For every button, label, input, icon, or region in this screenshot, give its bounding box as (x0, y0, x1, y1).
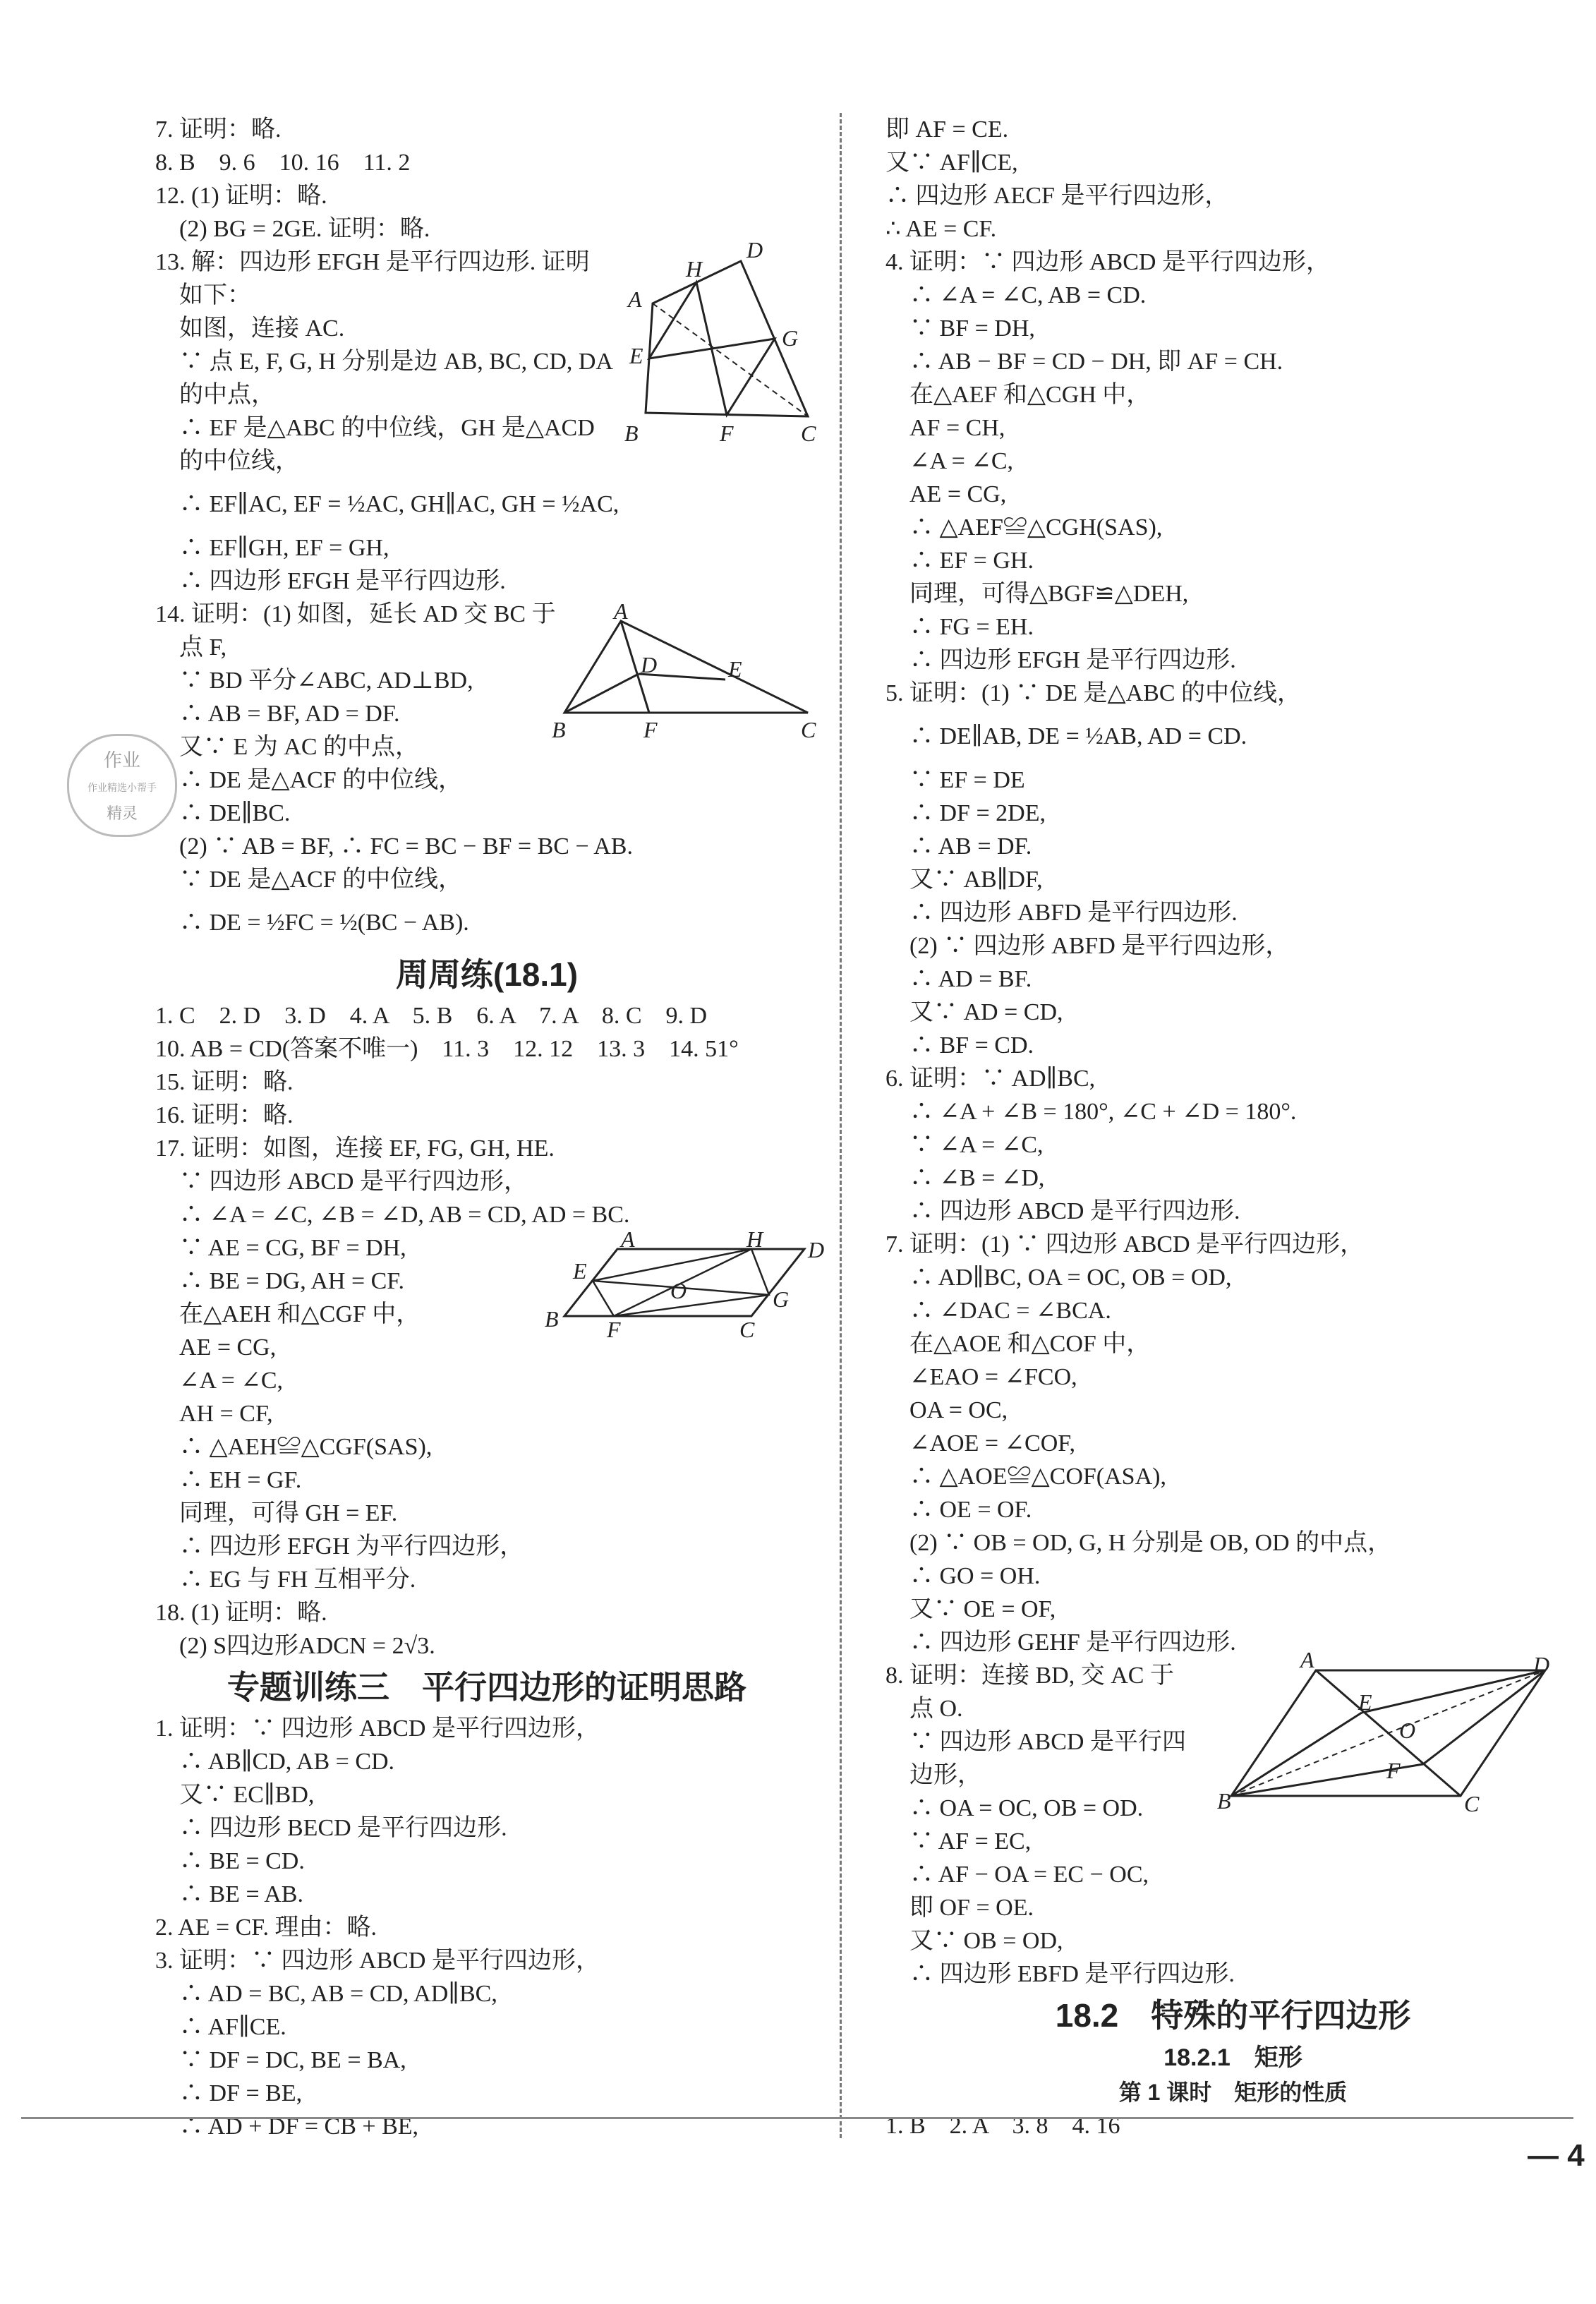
text-line: ∵ 四边形 ABCD 是平行四 (885, 1729, 1186, 1755)
text-line: 如图，连接 AC. (155, 315, 345, 342)
lesson-answers: 1. B 2. A 3. 8 4. 16 (885, 2113, 1120, 2139)
text-line: ∴ AB∥CD, AB = CD. (155, 1749, 395, 1775)
text-line: 7. 证明：(1) ∵ 四边形 ABCD 是平行四边形， (885, 1231, 1365, 1257)
text-line: ∵ EF = DE (885, 767, 1025, 793)
text-line: 又∵ EC∥BD, (155, 1782, 315, 1808)
text-line: 同理，可得△BGF≌△DEH, (885, 581, 1189, 607)
text-line: 7. 证明：略. (155, 116, 282, 143)
label-G: G (773, 1286, 790, 1312)
text-line: ∴ 四边形 GEHF 是平行四边形. (885, 1629, 1236, 1655)
text-line: ∴ ∠A = ∠C, AB = CD. (885, 282, 1147, 308)
label-F: F (1386, 1758, 1401, 1783)
text-line: 1. C 2. D 3. D 4. A 5. B 6. A 7. A 8. C 9. D (155, 1003, 708, 1029)
text-line: 在△AEH 和△CGF 中， (155, 1301, 421, 1327)
text-line: ∴ AD = BF. (885, 966, 1032, 992)
label-D: D (641, 652, 658, 677)
text-line: ∴ OE = OF. (885, 1497, 1032, 1523)
text-line: (2) BG = 2GE. 证明：略. (155, 216, 430, 242)
text-line: ∴ AB = DF. (885, 833, 1032, 860)
text-line: ∴ ∠B = ∠D, (885, 1165, 1045, 1191)
text-line: ∴ FG = EH. (885, 614, 1034, 640)
topic-training-title: 专题训练三 平行四边形的证明思路 (227, 1669, 746, 1706)
label-A: A (621, 1228, 635, 1252)
text-line: ∴ BE = CD. (155, 1848, 305, 1874)
label-D: D (1533, 1652, 1550, 1677)
weekly-practice-title: 周周练(18.1) (395, 956, 579, 993)
text-line: ∵ AE = CG, BF = DH, (155, 1235, 406, 1261)
text-line: ∠A = ∠C, (155, 1368, 284, 1394)
text-line: ∵ DF = DC, BE = BA, (155, 2047, 406, 2073)
text-line: ∴ DE 是△ACF 的中位线， (155, 767, 463, 793)
label-O: O (1399, 1718, 1416, 1743)
text-line: ∴ 四边形 ABFD 是平行四边形. (885, 900, 1238, 926)
text-line: 1. 证明：∵ 四边形 ABCD 是平行四边形， (155, 1715, 600, 1742)
text-line: 点 F, (155, 634, 227, 661)
text-line: ∴ DE = ½FC = ½(BC − AB). (155, 910, 469, 936)
label-A: A (628, 287, 642, 312)
text-line: ∴ EH = GF. (155, 1467, 302, 1493)
text-line: 又∵ AD = CD, (885, 999, 1063, 1025)
text-line: 10. AB = CD(答案不唯一) 11. 3 12. 12 13. 3 14. 51° (155, 1036, 739, 1062)
text-line: 18. (1) 证明：略. (155, 1600, 327, 1626)
label-F: F (643, 717, 658, 742)
figure-14-triangle (543, 603, 826, 744)
label-F: F (607, 1317, 621, 1341)
text-line: 又∵ AF∥CE, (885, 150, 1018, 176)
text-line: ∴ 四边形 BECD 是平行四边形. (155, 1815, 507, 1841)
text-line: 4. 证明：∵ 四边形 ABCD 是平行四边形， (885, 249, 1330, 275)
text-line: 6. 证明：∵ AD∥BC, (885, 1066, 1096, 1092)
text-line: ∴ BE = AB. (155, 1881, 303, 1907)
text-line: 又∵ OE = OF, (885, 1596, 1056, 1622)
label-E: E (629, 343, 643, 368)
text-line: ∵ BF = DH, (885, 315, 1035, 342)
text-line: ∴ DF = 2DE, (885, 800, 1046, 826)
text-line: 12. (1) 证明：略. (155, 183, 327, 209)
label-C: C (1464, 1791, 1480, 1816)
text-line: 点 O. (885, 1696, 963, 1722)
text-line: AE = CG, (885, 481, 1007, 507)
text-line: ∴ ∠DAC = ∠BCA. (885, 1298, 1111, 1324)
label-E: E (728, 656, 742, 682)
text-line: ∴ EF∥AC, EF = ½AC, GH∥AC, GH = ½AC, (155, 491, 619, 517)
subsection-title: 18.2.1 矩形 (1163, 2044, 1302, 2071)
text-line: ∴ DF = BE, (155, 2080, 303, 2106)
page-number: — 4 (1528, 2138, 1585, 2173)
label-C: C (801, 421, 816, 445)
text-line: ∴ AB − BF = CD − DH, 即 AF = CH. (885, 349, 1283, 375)
text-line: ∴ DE∥BC. (155, 800, 291, 826)
text-line: ∴ GO = OH. (885, 1563, 1041, 1589)
text-line: ∴ AE = CF. (885, 216, 997, 242)
section-title: 18.2 特殊的平行四边形 (1055, 1997, 1411, 2034)
figure-17-parallelogram (536, 1228, 833, 1341)
text-line: ∵ 点 E, F, G, H 分别是边 AB, BC, CD, DA (155, 349, 613, 375)
bottom-rule (21, 2117, 1573, 2119)
text-line: ∴ BE = DG, AH = CF. (155, 1268, 404, 1294)
text-line: 13. 解：四边形 EFGH 是平行四边形. 证明 (155, 249, 590, 275)
topic-training-answers (155, 1712, 818, 2143)
text-line: ∵ 四边形 ABCD 是平行四边形， (155, 1169, 528, 1195)
text-line: AH = CF, (155, 1401, 273, 1427)
text-line: AF = CH, (885, 415, 1005, 441)
text-line: 边形， (885, 1762, 981, 1788)
text-line: (2) ∵ AB = BF, ∴ FC = BC − BF = BC − AB. (155, 833, 633, 860)
text-line: ∠AOE = ∠COF, (885, 1430, 1075, 1456)
label-B: B (552, 717, 566, 742)
right-column (885, 113, 1580, 2142)
text-line: 8. B 9. 6 10. 16 11. 2 (155, 150, 411, 176)
text-line: 即 OF = OE. (885, 1895, 1034, 1921)
text-line: ∵ ∠A = ∠C, (885, 1132, 1044, 1158)
text-line: AE = CG, (155, 1334, 277, 1361)
label-A: A (1300, 1648, 1314, 1672)
text-line: ∠EAO = ∠FCO, (885, 1364, 1077, 1390)
label-H: H (686, 256, 703, 282)
text-line: 又∵ E 为 AC 的中点， (155, 734, 419, 760)
label-G: G (782, 325, 799, 351)
text-line: ∴ △AEH≌△CGF(SAS), (155, 1434, 433, 1460)
homework-stamp (67, 734, 177, 837)
text-line: ∴ 四边形 AECF 是平行四边形， (885, 183, 1229, 209)
text-line: ∴ ∠A = ∠C, ∠B = ∠D, AB = CD, AD = BC. (155, 1202, 630, 1228)
text-line: 在△AOE 和△COF 中， (885, 1331, 1151, 1357)
text-line: 14. 证明：(1) 如图，延长 AD 交 BC 于 (155, 601, 556, 627)
label-F: F (720, 421, 734, 445)
text-line: ∴ AF∥CE. (155, 2014, 286, 2040)
text-line: (2) ∵ 四边形 ABFD 是平行四边形， (885, 933, 1290, 959)
text-line: ∴ 四边形 EFGH 是平行四边形. (155, 568, 506, 594)
text-line: 5. 证明：(1) ∵ DE 是△ABC 的中位线， (885, 680, 1302, 706)
answer-block-chapter (155, 113, 818, 950)
label-C: C (739, 1317, 755, 1341)
text-line: ∴ EF 是△ABC 的中位线，GH 是△ACD (155, 415, 595, 441)
text-line: 16. 证明：略. (155, 1102, 294, 1128)
figure-13-quadrilateral (621, 240, 826, 445)
text-line: 8. 证明：连接 BD, 交 AC 于 (885, 1663, 1174, 1689)
text-line: ∴ DE∥AB, DE = ½AB, AD = CD. (885, 723, 1247, 749)
text-line: 3. 证明：∵ 四边形 ABCD 是平行四边形， (155, 1948, 600, 1974)
text-line: 的中点， (155, 382, 275, 408)
text-line: ∴ EF∥GH, EF = GH, (155, 535, 389, 561)
text-line: 即 AF = CE. (885, 116, 1009, 143)
text-line: ∴ AD = BC, AB = CD, AD∥BC, (155, 1981, 497, 2007)
label-O: O (670, 1278, 687, 1303)
text-line: 在△AEF 和△CGH 中， (885, 382, 1151, 408)
text-line: ∴ △AEF≌△CGH(SAS), (885, 514, 1163, 541)
label-C: C (801, 717, 816, 742)
text-line: ∴ 四边形 ABCD 是平行四边形. (885, 1198, 1240, 1224)
text-line: 17. 证明：如图，连接 EF, FG, GH, HE. (155, 1135, 555, 1162)
text-line: ∠A = ∠C, (885, 448, 1014, 474)
label-E: E (1358, 1689, 1372, 1715)
text-line: ∴ △AOE≌△COF(ASA), (885, 1464, 1166, 1490)
label-D: D (808, 1237, 825, 1262)
label-B: B (545, 1306, 559, 1332)
label-H: H (746, 1228, 763, 1252)
text-line: ∴ BF = CD. (885, 1032, 1034, 1058)
text-line: ∵ AF = EC, (885, 1828, 1032, 1854)
text-line: 2. AE = CF. 理由：略. (155, 1914, 377, 1941)
text-line: ∴ AF − OA = EC − OC, (885, 1862, 1149, 1888)
text-line: 如下： (155, 282, 251, 308)
figure-8-parallelogram (1217, 1648, 1563, 1817)
text-line: ∴ 四边形 EFGH 为平行四边形， (155, 1533, 524, 1560)
text-line: 同理，可得 GH = EF. (155, 1500, 398, 1526)
text-line: 15. 证明：略. (155, 1069, 294, 1095)
stamp-line1: 作业 (103, 750, 140, 771)
label-A: A (614, 603, 628, 624)
text-line: ∴ AD + DF = CB + BE, (155, 2113, 419, 2140)
label-D: D (746, 240, 763, 263)
text-line: (2) ∵ OB = OD, G, H 分别是 OB, OD 的中点， (885, 1530, 1392, 1556)
lesson-title: 第 1 课时 矩形的性质 (1118, 2080, 1348, 2105)
text-line: ∴ ∠A + ∠B = 180°, ∠C + ∠D = 180°. (885, 1099, 1297, 1125)
stamp-line2: 作业精选小帮手 (87, 783, 157, 794)
text-line: ∴ 四边形 EBFD 是平行四边形. (885, 1961, 1235, 1987)
label-B: B (1217, 1788, 1231, 1814)
column-divider (840, 113, 842, 2138)
text-line: ∴ 四边形 EFGH 是平行四边形. (885, 647, 1236, 673)
text-line: 又∵ AB∥DF, (885, 867, 1043, 893)
text-line: 的中位线， (155, 448, 299, 474)
text-line: ∵ BD 平分∠ABC, AD⊥BD, (155, 668, 473, 694)
text-line: ∴ EG 与 FH 互相平分. (155, 1567, 416, 1593)
text-line: ∴ AB = BF, AD = DF. (155, 701, 400, 727)
label-B: B (624, 421, 639, 445)
text-line: ∵ DE 是△ACF 的中位线， (155, 867, 463, 893)
text-line: ∴ AD∥BC, OA = OC, OB = OD, (885, 1265, 1232, 1291)
text-line: ∴ OA = OC, OB = OD. (885, 1795, 1144, 1821)
text-line: 又∵ OB = OD, (885, 1928, 1063, 1954)
text-line: OA = OC, (885, 1397, 1008, 1423)
text-line: ∴ EF = GH. (885, 548, 1034, 574)
stamp-line3: 精灵 (106, 804, 138, 822)
label-E: E (573, 1258, 587, 1284)
text-line: (2) S四边形ADCN = 2√3. (155, 1633, 435, 1659)
